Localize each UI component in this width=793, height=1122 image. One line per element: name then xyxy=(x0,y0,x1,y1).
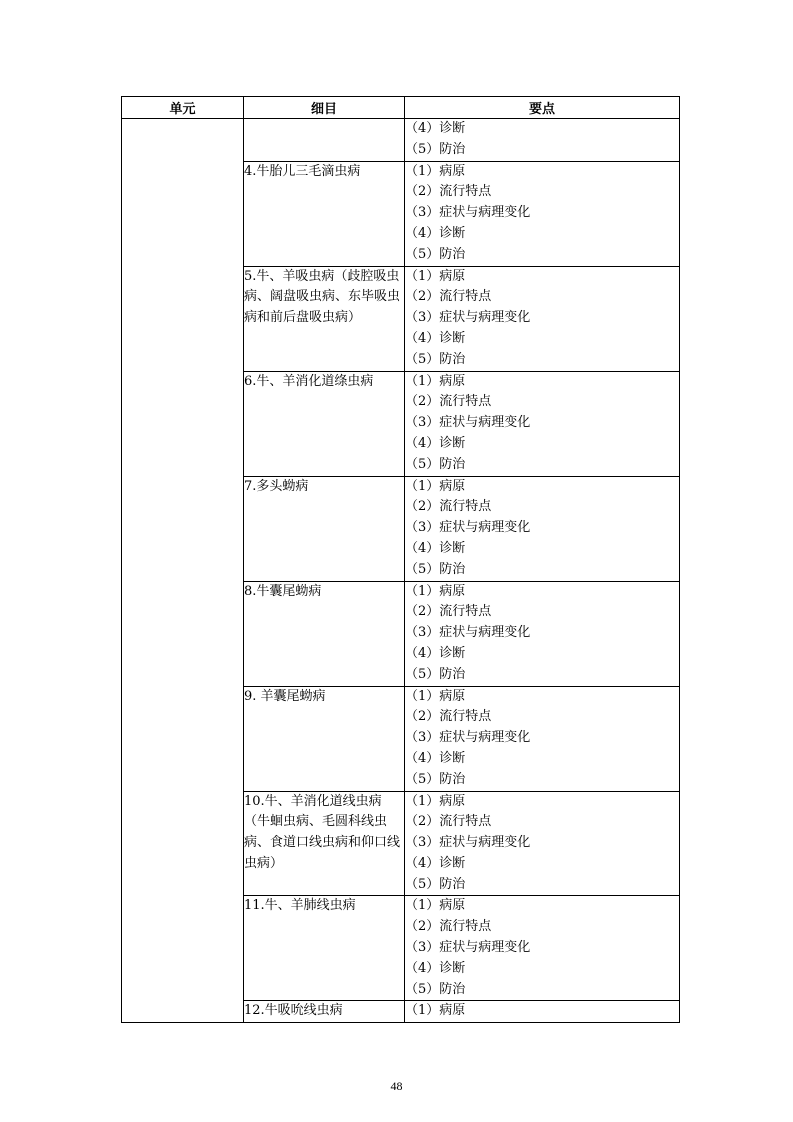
item-cell: 12.牛吸吮线虫病 xyxy=(244,1001,405,1023)
item-cell: 6.牛、羊消化道绦虫病 xyxy=(244,371,405,476)
header-unit: 单元 xyxy=(122,97,244,119)
point-item: （3）症状与病理变化 xyxy=(405,940,531,956)
item-cell xyxy=(244,119,405,162)
header-item: 细目 xyxy=(244,97,405,119)
points-cell xyxy=(405,686,680,791)
point-item: （5）防治 xyxy=(405,666,466,682)
point-item: （3）症状与病理变化 xyxy=(405,835,531,851)
point-item: （4）诊断 xyxy=(405,121,466,136)
point-item: （5）防治 xyxy=(405,456,466,472)
points-cell xyxy=(405,581,680,686)
point-item: （2）流行特点 xyxy=(405,604,492,620)
item-cell: 7.多头蚴病 xyxy=(244,476,405,581)
point-item: （2）流行特点 xyxy=(405,919,492,935)
point-item: （4）诊断 xyxy=(405,330,466,346)
point-item: （4）诊断 xyxy=(405,435,466,451)
points-cell xyxy=(405,266,680,371)
syllabus-table xyxy=(121,96,680,1023)
item-cell: 11.牛、羊肺线虫病 xyxy=(244,896,405,1001)
point-item: （4）诊断 xyxy=(405,540,466,556)
point-item: （1）病原 xyxy=(405,268,466,284)
point-item: （5）防治 xyxy=(405,771,466,787)
points-cell xyxy=(405,119,680,162)
points-cell xyxy=(405,1001,680,1023)
point-item: （3）症状与病理变化 xyxy=(405,730,531,746)
point-item: （1）病原 xyxy=(405,163,466,179)
item-cell: 10.牛、羊消化道线虫病（牛蛔虫病、毛圆科线虫病、食道口线虫病和仰口线虫病） xyxy=(244,791,405,896)
point-item: （4）诊断 xyxy=(405,645,466,661)
points-cell xyxy=(405,371,680,476)
point-item: （3）症状与病理变化 xyxy=(405,520,531,536)
point-item: （3）症状与病理变化 xyxy=(405,310,531,326)
table-header-row xyxy=(122,97,680,119)
points-cell xyxy=(405,161,680,266)
point-item: （1）病原 xyxy=(405,1003,466,1019)
table-row xyxy=(122,119,680,162)
point-item: （4）诊断 xyxy=(405,750,466,766)
item-cell: 8.牛囊尾蚴病 xyxy=(244,581,405,686)
point-item: （4）诊断 xyxy=(405,960,466,976)
point-item: （5）防治 xyxy=(405,141,466,157)
point-item: （2）流行特点 xyxy=(405,814,492,830)
point-item: （3）症状与病理变化 xyxy=(405,625,531,641)
table-body xyxy=(122,119,680,1023)
point-item: （2）流行特点 xyxy=(405,709,492,725)
point-item: （5）防治 xyxy=(405,981,466,997)
item-cell: 4.牛胎儿三毛滴虫病 xyxy=(244,161,405,266)
unit-cell xyxy=(122,119,244,1023)
point-item: （1）病原 xyxy=(405,793,466,809)
point-item: （4）诊断 xyxy=(405,225,466,241)
point-item: （3）症状与病理变化 xyxy=(405,415,531,431)
point-item: （1）病原 xyxy=(405,373,466,389)
point-item: （4）诊断 xyxy=(405,855,466,871)
point-item: （1）病原 xyxy=(405,478,466,494)
point-item: （2）流行特点 xyxy=(405,289,492,305)
point-item: （1）病原 xyxy=(405,688,466,704)
point-item: （1）病原 xyxy=(405,898,466,914)
point-item: （2）流行特点 xyxy=(405,184,492,200)
item-cell: 5.牛、羊吸虫病（歧腔吸虫病、阔盘吸虫病、东毕吸虫病和前后盘吸虫病） xyxy=(244,266,405,371)
item-cell: 9. 羊囊尾蚴病 xyxy=(244,686,405,791)
point-item: （3）症状与病理变化 xyxy=(405,205,531,221)
point-item: （5）防治 xyxy=(405,351,466,367)
point-item: （5）防治 xyxy=(405,246,466,262)
point-item: （2）流行特点 xyxy=(405,394,492,410)
point-item: （1）病原 xyxy=(405,583,466,599)
point-item: （5）防治 xyxy=(405,876,466,892)
points-cell xyxy=(405,476,680,581)
points-cell xyxy=(405,791,680,896)
point-item: （2）流行特点 xyxy=(405,499,492,515)
page-number: 48 xyxy=(390,1079,403,1093)
point-item: （5）防治 xyxy=(405,561,466,577)
header-points: 要点 xyxy=(405,97,680,119)
points-cell xyxy=(405,896,680,1001)
